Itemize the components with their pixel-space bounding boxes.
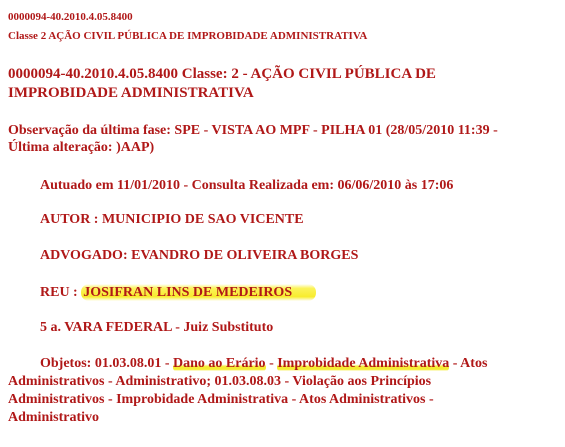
objetos-line4: Administrativo	[8, 410, 99, 425]
objetos-sep: -	[265, 356, 278, 371]
process-number-small: 0000094-40.2010.4.05.8400	[8, 11, 133, 23]
reu-name: JOSIFRAN LINS DE MEDEIROS	[83, 285, 293, 300]
objetos-line2: Administrativos - Administrativo; 01.03.08.03 - Violação aos Princípios	[8, 374, 432, 389]
reu-name-highlight	[81, 284, 316, 301]
objetos-rest1: - Atos	[449, 356, 488, 371]
observation-line1: Observação da última fase: SPE - VISTA AO MPF - PILHA 01 (28/05/2010 11:39 -	[8, 123, 498, 138]
objetos-line1	[40, 355, 487, 373]
advogado-line: ADVOGADO: EVANDRO DE OLIVEIRA BORGES	[40, 248, 359, 263]
process-title-line1: 0000094-40.2010.4.05.8400 Classe: 2 - AÇÃO CIVIL PÚBLICA DE	[8, 66, 436, 82]
process-title-line2: IMPROBIDADE ADMINISTRATIVA	[8, 85, 254, 101]
observation-line2: Última alteração: )AAP)	[8, 140, 155, 155]
objetos-improbidade: Improbidade Administrativa	[277, 356, 450, 371]
objetos-prefix: Objetos: 01.03.08.01 -	[40, 356, 173, 371]
objetos-line3: Administrativos - Improbidade Administrativa - Atos Administrativos -	[8, 392, 434, 407]
vara-line: 5 a. VARA FEDERAL - Juiz Substituto	[40, 320, 274, 335]
class-line-small: Classe 2 AÇÃO CIVIL PÚBLICA DE IMPROBIDADE ADMINISTRATIVA	[8, 30, 368, 42]
reu-line	[40, 284, 316, 302]
objetos-dano: Dano ao Erário	[173, 356, 266, 371]
autor-line: AUTOR : MUNICIPIO DE SAO VICENTE	[40, 212, 304, 227]
autuado-line: Autuado em 11/01/2010 - Consulta Realizada em: 06/06/2010 às 17:06	[40, 178, 454, 193]
reu-label: REU :	[40, 285, 78, 300]
